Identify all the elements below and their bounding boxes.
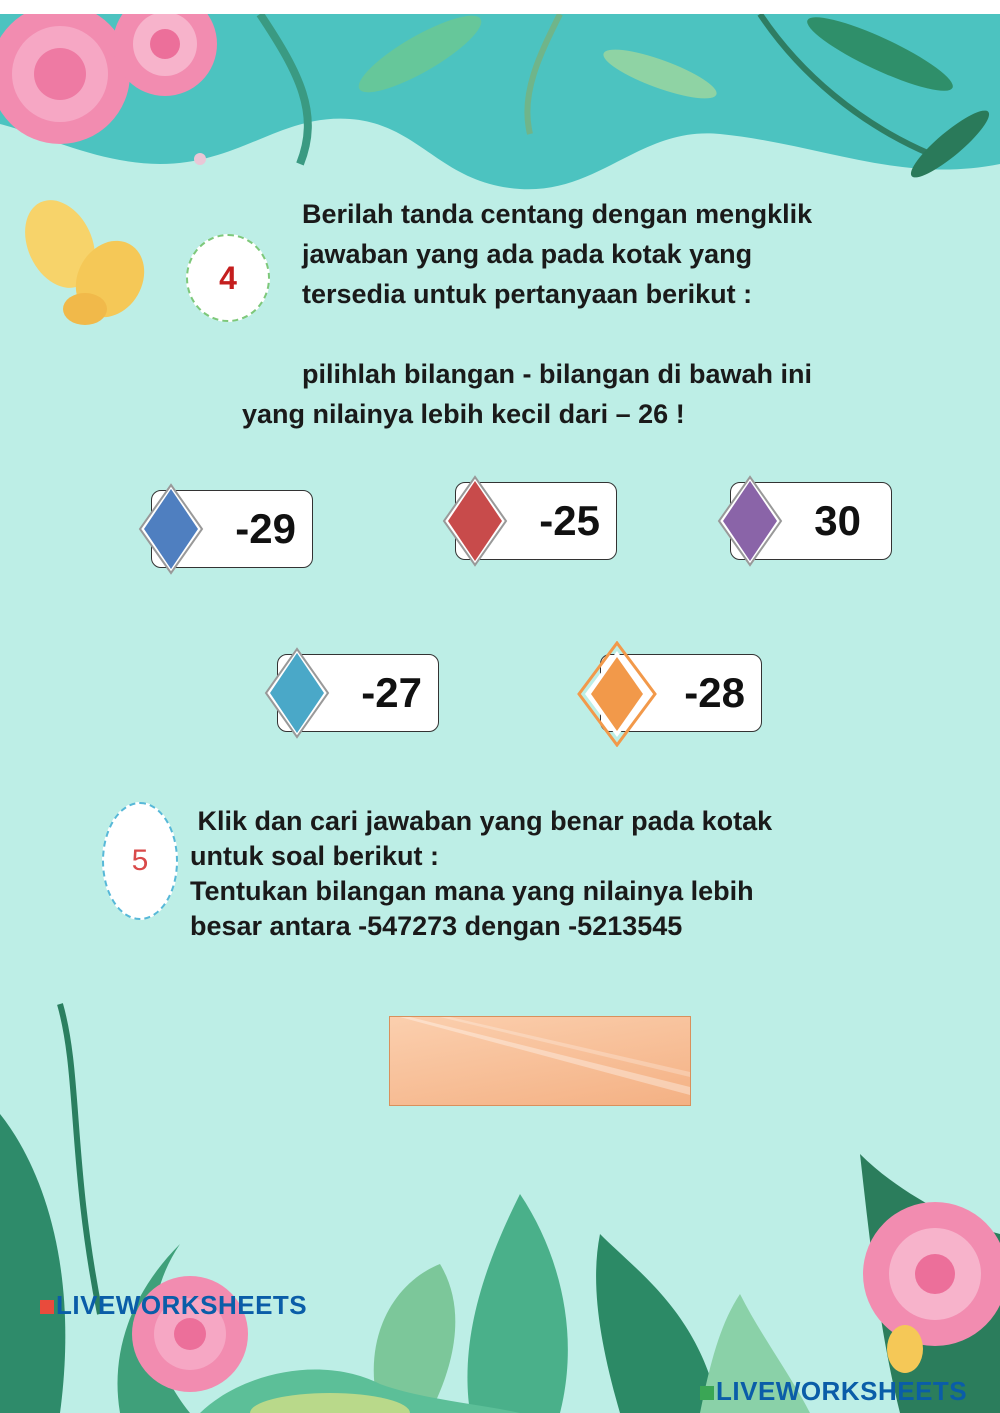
logo-text: LIVEWORKSHEETS (56, 1290, 308, 1320)
question-4-number: 4 (219, 259, 237, 296)
answer-box-sheen (390, 1017, 690, 1105)
question-5-number: 5 (131, 844, 149, 877)
diamond-checkbox-icon[interactable] (138, 483, 204, 575)
diamond-checkbox-icon[interactable] (717, 475, 783, 567)
question-4-instruction (302, 194, 812, 314)
liveworksheets-logo (40, 1290, 307, 1321)
option-value: -25 (539, 497, 600, 544)
question-5-answer-box[interactable] (389, 1016, 691, 1106)
option-minus-28[interactable] (600, 654, 762, 732)
question-5-text (190, 804, 772, 944)
question-5-line: untuk soal berikut : (190, 841, 440, 871)
prompt-line: pilihlah bilangan - bilangan di bawah ini (302, 359, 813, 389)
instruction-line: tersedia untuk pertanyaan berikut : (302, 279, 753, 309)
diamond-checkbox-icon[interactable] (264, 647, 330, 739)
option-minus-25[interactable] (455, 482, 617, 560)
option-value: -29 (235, 505, 296, 552)
diamond-checkbox-icon[interactable] (442, 475, 508, 567)
question-4-prompt (242, 354, 942, 434)
worksheet-page (0, 14, 1000, 1413)
logo-square-icon (700, 1386, 714, 1400)
option-value: -28 (684, 669, 745, 716)
question-5-line: Tentukan bilangan mana yang nilainya lebih (190, 876, 754, 906)
option-minus-29[interactable] (151, 490, 313, 568)
instruction-line: Berilah tanda centang dengan mengklik (302, 199, 813, 229)
diamond-checkbox-icon[interactable] (577, 641, 657, 747)
question-5-line: Klik dan cari jawaban yang benar pada kotak (190, 806, 773, 836)
liveworksheets-logo (700, 1376, 967, 1407)
option-value: -27 (361, 669, 422, 716)
question-5-line: besar antara -547273 dengan -5213545 (190, 911, 683, 941)
question-5-number-badge (102, 802, 178, 920)
option-minus-27[interactable] (277, 654, 439, 732)
option-value: 30 (814, 497, 861, 544)
option-30[interactable] (730, 482, 892, 560)
question-4-number-badge (186, 234, 270, 322)
instruction-line: jawaban yang ada pada kotak yang (302, 239, 753, 269)
logo-text: LIVEWORKSHEETS (716, 1376, 968, 1406)
prompt-line: yang nilainya lebih kecil dari – 26 ! (242, 399, 685, 429)
logo-square-icon (40, 1300, 54, 1314)
